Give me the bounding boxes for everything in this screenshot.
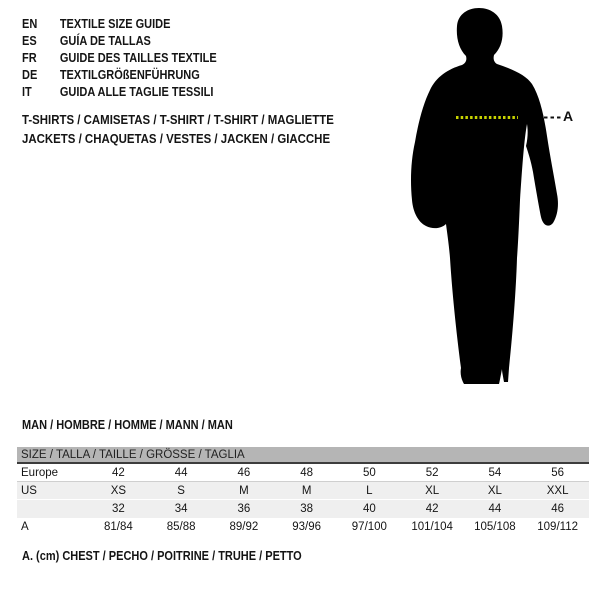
language-title-block (22, 15, 243, 100)
cell: 54 (488, 466, 502, 479)
lang-row-fr (22, 49, 217, 66)
lang-title: GUÍA DE TALLAS (59, 33, 151, 48)
row-label: A (21, 521, 29, 533)
cell: XL (425, 484, 440, 497)
lang-title: TEXTILE SIZE GUIDE (59, 16, 171, 31)
cell: 52 (425, 466, 439, 479)
size-table (17, 447, 589, 536)
cell: XS (110, 484, 127, 497)
cell: 34 (174, 503, 188, 515)
cell: L (366, 484, 373, 497)
lang-code: FR (22, 50, 37, 65)
category-block (22, 110, 376, 148)
row-label: US (21, 484, 37, 497)
size-table-header-label: SIZE / TALLA / TAILLE / GRÖSSE / TAGLIA (21, 448, 245, 461)
cell: 81/84 (103, 521, 133, 533)
lang-title: GUIDE DES TAILLES TEXTILE (59, 50, 217, 65)
cell: 50 (362, 466, 376, 479)
lang-code: IT (22, 84, 32, 99)
cell: 32 (111, 503, 125, 515)
category-tshirts: T-SHIRTS / CAMISETAS / T-SHIRT / T-SHIRT / MAGLIETTE (22, 112, 334, 127)
cell: 56 (551, 466, 565, 479)
table-row-europe (17, 464, 589, 482)
cell: S (177, 484, 185, 497)
measure-label-a: A (563, 108, 574, 124)
cell: 109/112 (537, 521, 578, 533)
cell: 42 (111, 466, 125, 479)
table-row-us (17, 482, 589, 500)
table-row-numeric (17, 500, 589, 518)
cell: 40 (362, 503, 376, 515)
cell: M (301, 484, 312, 497)
cell: XL (487, 484, 502, 497)
cell: 105/108 (474, 521, 516, 533)
lang-title: TEXTILGRÖßENFÜHRUNG (59, 67, 200, 82)
table-row-chest-cm (17, 518, 589, 536)
cell: 93/96 (292, 521, 322, 533)
lang-code: EN (22, 16, 38, 31)
lang-code: DE (22, 67, 38, 82)
cell: M (239, 484, 249, 497)
cell: 48 (300, 466, 314, 479)
lang-row-en (22, 15, 217, 32)
lang-row-es (22, 32, 217, 49)
man-silhouette-figure (400, 0, 600, 400)
cell: 89/92 (229, 521, 259, 533)
man-silhouette-svg (400, 0, 600, 400)
cell: 46 (551, 503, 565, 515)
cell: 44 (174, 466, 188, 479)
size-table-header (17, 447, 589, 464)
category-jackets: JACKETS / CHAQUETAS / VESTES / JACKEN / GIACCHE (22, 131, 331, 146)
cell: 97/100 (351, 521, 387, 533)
cell: 101/104 (411, 521, 453, 533)
lang-title: GUIDA ALLE TAGLIE TESSILI (59, 84, 214, 99)
measurement-footnote: A. (cm) CHEST / PECHO / POITRINE / TRUHE / PETTO (22, 549, 302, 563)
cell: 46 (237, 466, 251, 479)
cell: XXL (546, 484, 569, 497)
cell: 44 (488, 503, 502, 515)
cell: 38 (300, 503, 314, 515)
cell: 42 (425, 503, 439, 515)
section-title: MAN / HOMBRE / HOMME / MANN / MAN (22, 418, 233, 432)
lang-row-it (22, 83, 217, 100)
cell: 36 (237, 503, 251, 515)
lang-row-de (22, 66, 217, 83)
lang-code: ES (22, 33, 37, 48)
row-label: Europe (21, 466, 59, 479)
man-silhouette-path (411, 8, 558, 384)
cell: 85/88 (166, 521, 196, 533)
